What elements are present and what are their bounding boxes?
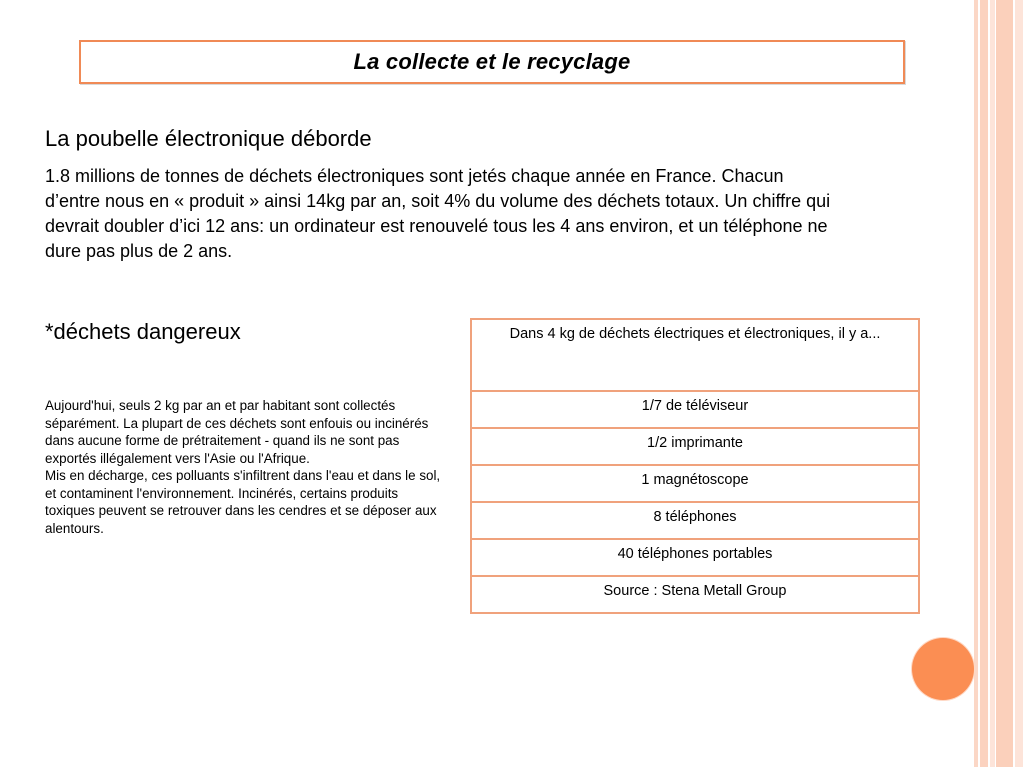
- body-text: [45, 397, 447, 537]
- body-line: Aujourd'hui, seuls 2 kg par an et par habitant sont collectés séparément. La plupart de ces déchets sont enfouis ou incinérés dans aucune forme de prétraitement - quand ils ne sont pas exportés illégalement vers l'Asie ou l'Afrique.: [45, 398, 429, 466]
- body-line: Mis en décharge, ces polluants s'infiltrent dans l'eau et dans le sol, et contaminent l'environnement. Incinérés, certains produits toxiques peuvent se retrouver dans les cendres et se déposer aux alentours.: [45, 468, 441, 536]
- decorative-circle: [912, 638, 974, 700]
- decorative-stripe: [1015, 0, 1023, 767]
- table-header-cell: Dans 4 kg de déchets électriques et électroniques, il y a...: [471, 319, 919, 391]
- table-source-cell: Source : Stena Metall Group: [471, 576, 919, 613]
- table-header-row: [471, 319, 919, 391]
- intro-paragraph: 1.8 millions de tonnes de déchets électroniques sont jetés chaque année en France. Chacun d’entre nous en « produit » ainsi 14kg par an, soit 4% du volume des déchets totaux. Un chiffre qui devrait doubler d’ici 12 ans: un ordinateur est renouvelé tous les 4 ans environ, et un téléphone ne dure pas plus de 2 ans.: [45, 166, 831, 261]
- table-row: [471, 428, 919, 465]
- decorative-stripe: [980, 0, 988, 767]
- title-box: [79, 40, 905, 84]
- table-cell: 8 téléphones: [471, 502, 919, 539]
- table-cell: 1 magnétoscope: [471, 465, 919, 502]
- table-cell: 1/2 imprimante: [471, 428, 919, 465]
- content-table: [470, 318, 920, 614]
- table-cell: 1/7 de téléviseur: [471, 391, 919, 428]
- slide-title: La collecte et le recyclage: [353, 49, 631, 74]
- table-row: [471, 502, 919, 539]
- table-row: [471, 391, 919, 428]
- decorative-stripe: [974, 0, 978, 767]
- table-row: [471, 539, 919, 576]
- table-row: [471, 576, 919, 613]
- decorative-stripe: [990, 0, 995, 767]
- section-heading: La poubelle électronique déborde: [45, 126, 372, 151]
- table-cell: 40 téléphones portables: [471, 539, 919, 576]
- sub-heading: *déchets dangereux: [45, 319, 241, 344]
- decorative-stripe: [996, 0, 1013, 767]
- table-row: [471, 465, 919, 502]
